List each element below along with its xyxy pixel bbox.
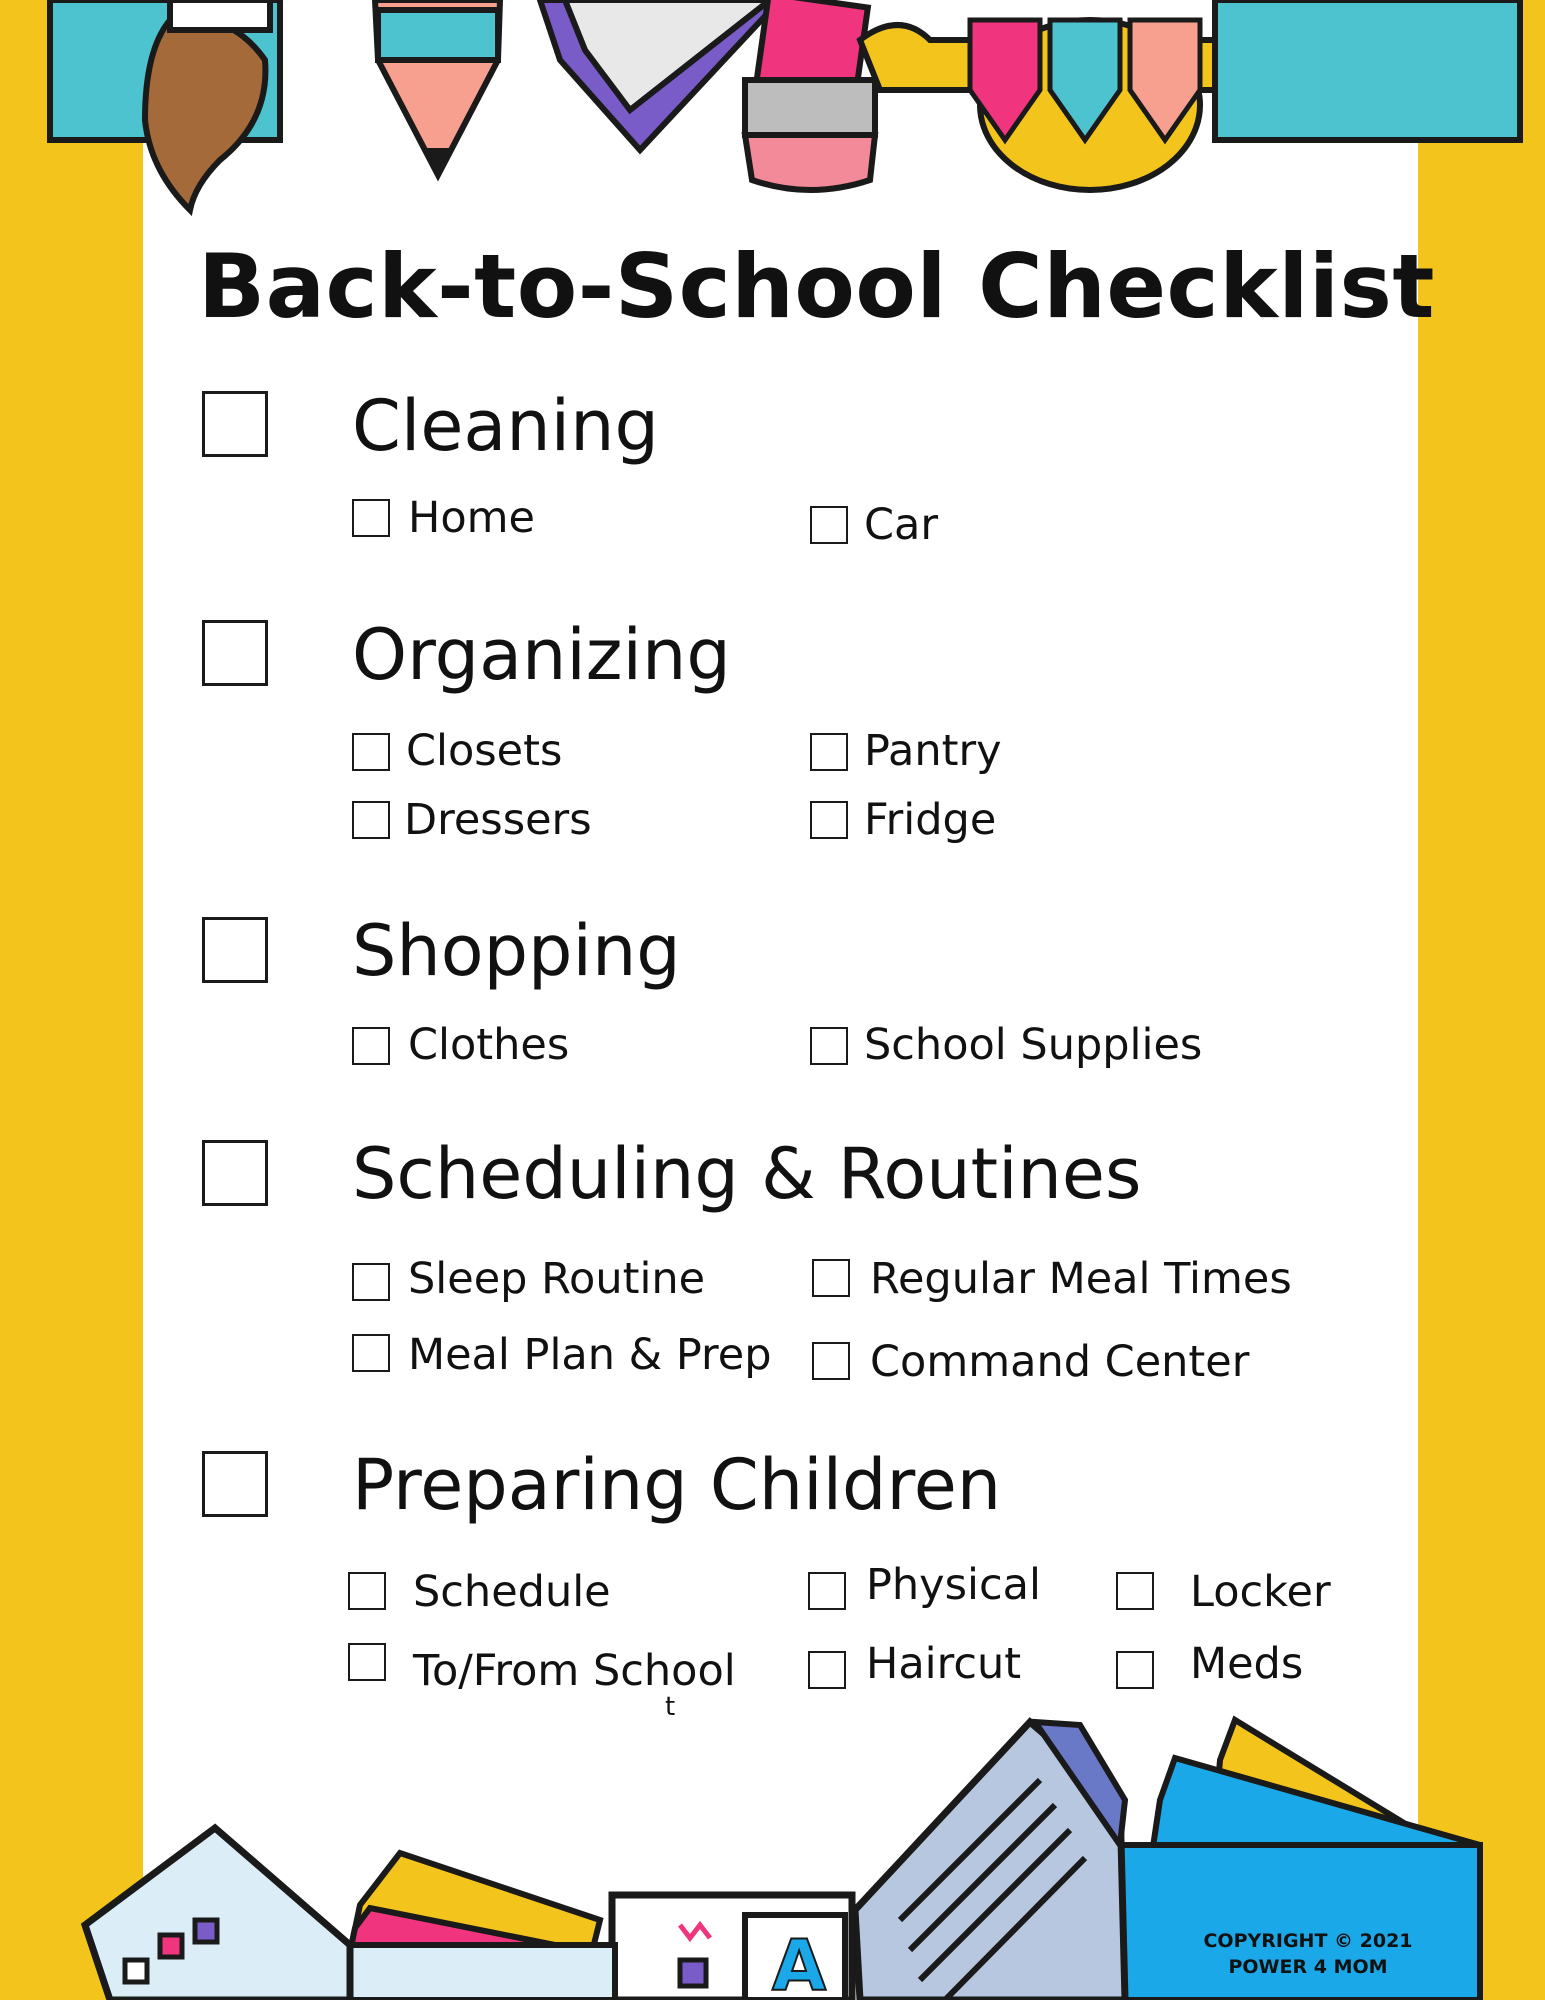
item-label-meds: Meds xyxy=(1190,1639,1304,1689)
copyright-line-2: POWER 4 MOM xyxy=(1228,1956,1388,1978)
section-label-shopping: Shopping xyxy=(352,910,681,992)
books-icon xyxy=(612,1722,1125,2000)
item-label-schedule: Schedule xyxy=(413,1567,611,1617)
item-label-command-center: Command Center xyxy=(870,1337,1250,1387)
item-label-clothes: Clothes xyxy=(408,1020,570,1070)
section-label-preparing-children: Preparing Children xyxy=(352,1444,1002,1526)
item-label-fridge: Fridge xyxy=(864,795,997,845)
page-title: Back-to-School Checklist xyxy=(198,235,1435,338)
section-label-organizing: Organizing xyxy=(352,614,731,696)
copyright-line-1: COPYRIGHT © 2021 xyxy=(1203,1930,1413,1952)
item-label-regular-meal-times: Regular Meal Times xyxy=(870,1254,1292,1304)
item-label-haircut: Haircut xyxy=(866,1639,1022,1689)
item-label-to-from-school: To/From School xyxy=(413,1646,736,1696)
stray-mark: t xyxy=(665,1692,676,1722)
item-label-physical: Physical xyxy=(866,1560,1041,1610)
item-label-car: Car xyxy=(864,500,939,550)
item-label-home: Home xyxy=(408,493,535,543)
item-label-pantry: Pantry xyxy=(864,726,1002,776)
item-label-meal-plan-prep: Meal Plan & Prep xyxy=(408,1330,772,1380)
copyright-notice xyxy=(1188,1928,1428,1980)
item-label-school-supplies: School Supplies xyxy=(864,1020,1203,1070)
section-label-scheduling-routines: Scheduling & Routines xyxy=(352,1133,1142,1215)
svg-text:A: A xyxy=(772,1925,827,2000)
item-label-closets: Closets xyxy=(406,726,563,776)
notepad-icon xyxy=(85,1828,615,2000)
item-label-locker: Locker xyxy=(1190,1567,1331,1617)
item-label-dressers: Dressers xyxy=(404,795,592,845)
item-label-sleep-routine: Sleep Routine xyxy=(408,1254,706,1304)
section-label-cleaning: Cleaning xyxy=(352,385,659,467)
